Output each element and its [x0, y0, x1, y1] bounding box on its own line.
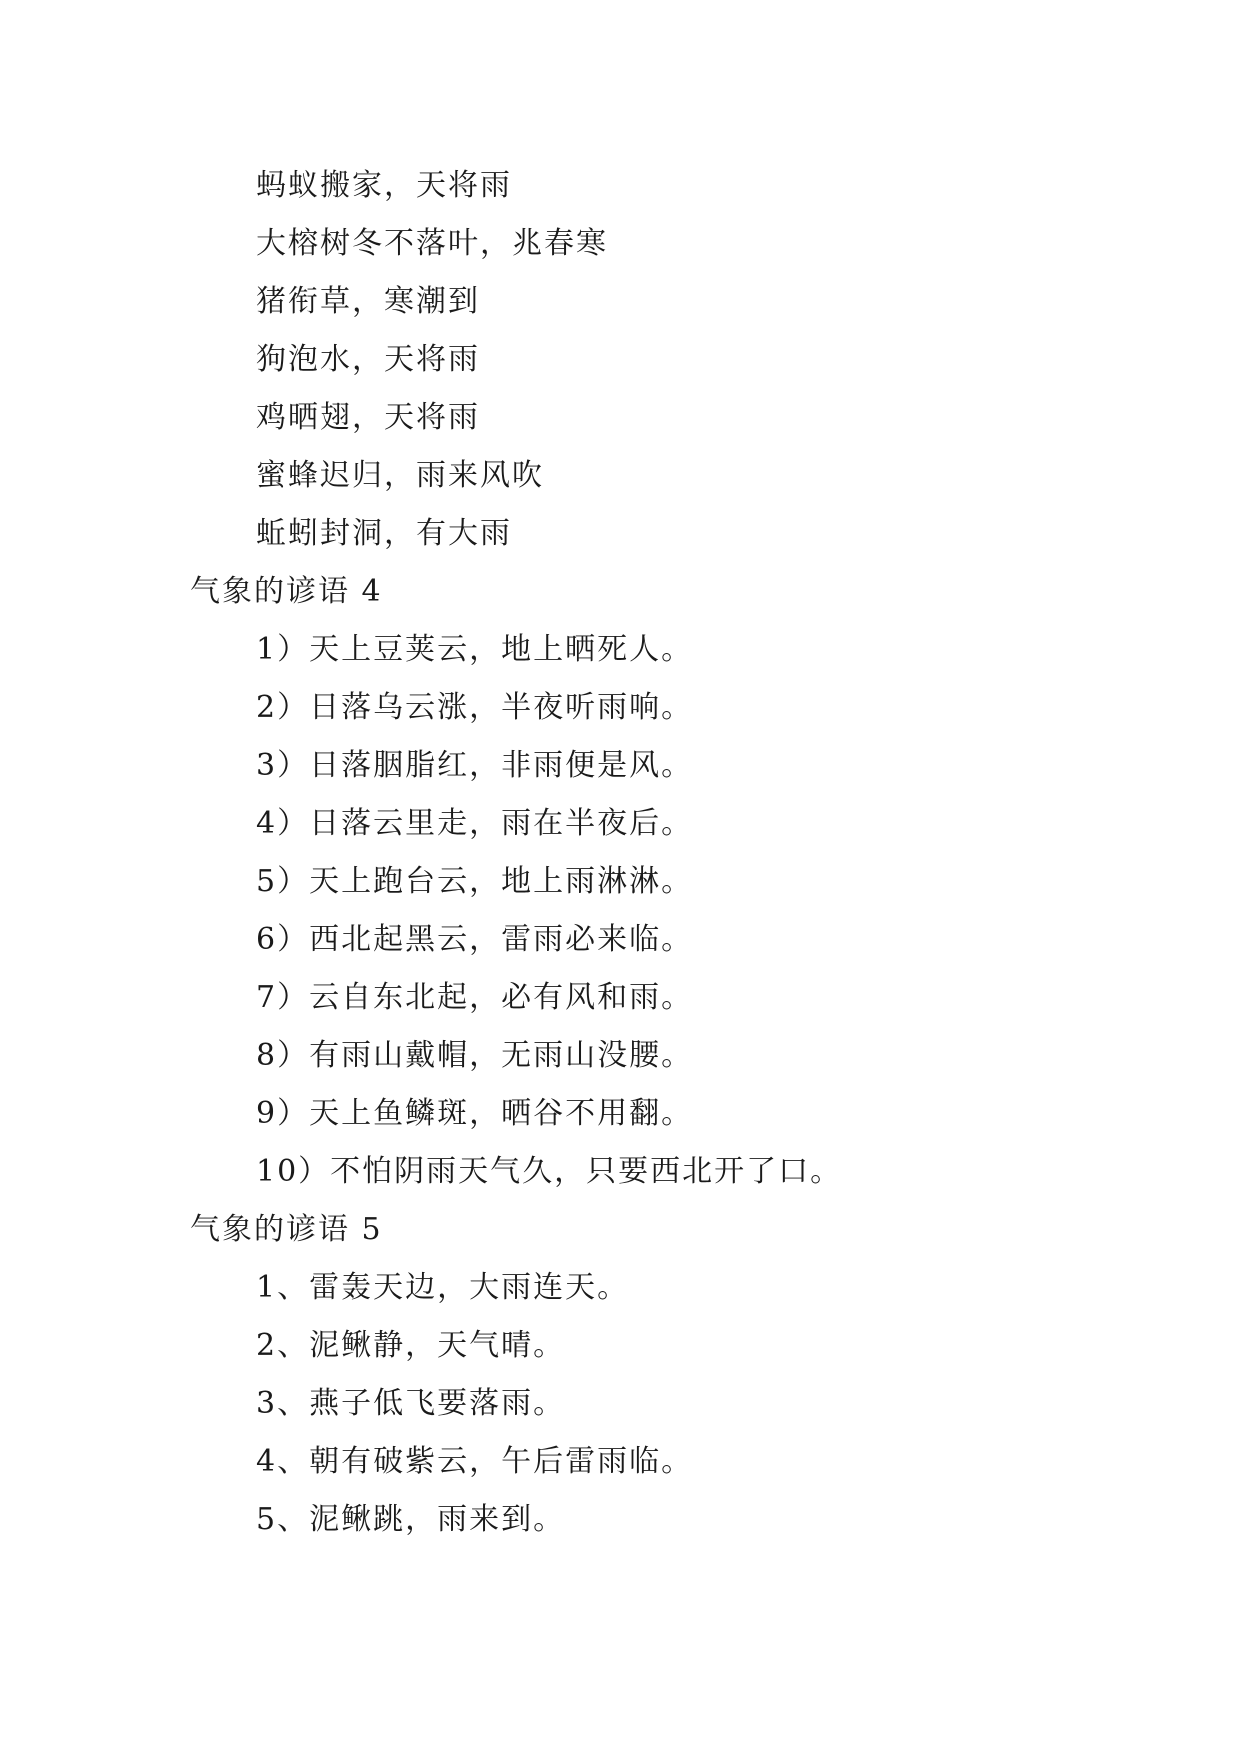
proverb-line: 狗泡水，天将雨 — [256, 342, 480, 377]
proverb-line: 10）不怕阴雨天气久，只要西北开了口。 — [256, 1154, 843, 1189]
proverb-line: 8）有雨山戴帽，无雨山没腰。 — [256, 1038, 694, 1073]
proverb-line: 5、泥鳅跳，雨来到。 — [256, 1502, 566, 1537]
proverb-line: 2、泥鳅静，天气晴。 — [256, 1328, 566, 1363]
section-heading: 气象的谚语 4 — [190, 574, 383, 609]
proverb-line: 3、燕子低飞要落雨。 — [256, 1386, 566, 1421]
proverb-line: 蚂蚁搬家，天将雨 — [256, 168, 512, 203]
proverb-line: 4）日落云里走，雨在半夜后。 — [256, 806, 694, 841]
proverb-line: 大榕树冬不落叶，兆春寒 — [256, 226, 608, 261]
section-heading: 气象的谚语 5 — [190, 1212, 383, 1247]
proverb-line: 蜜蜂迟归，雨来风吹 — [256, 458, 544, 493]
proverb-line: 7）云自东北起，必有风和雨。 — [256, 980, 694, 1015]
proverb-line: 5）天上跑台云，地上雨淋淋。 — [256, 864, 694, 899]
proverb-line: 9）天上鱼鳞斑，晒谷不用翻。 — [256, 1096, 694, 1131]
proverb-line: 3）日落胭脂红，非雨便是风。 — [256, 748, 694, 783]
proverb-line: 1、雷轰天边，大雨连天。 — [256, 1270, 630, 1305]
proverb-line: 鸡晒翅，天将雨 — [256, 400, 480, 435]
proverb-line: 1）天上豆荚云，地上晒死人。 — [256, 632, 694, 667]
proverb-line: 2）日落乌云涨，半夜听雨响。 — [256, 690, 694, 725]
proverb-line: 蚯蚓封洞，有大雨 — [256, 516, 512, 551]
proverb-line: 4、朝有破紫云，午后雷雨临。 — [256, 1444, 694, 1479]
proverb-line: 6）西北起黑云，雷雨必来临。 — [256, 922, 694, 957]
proverb-line: 猪衔草，寒潮到 — [256, 284, 480, 319]
